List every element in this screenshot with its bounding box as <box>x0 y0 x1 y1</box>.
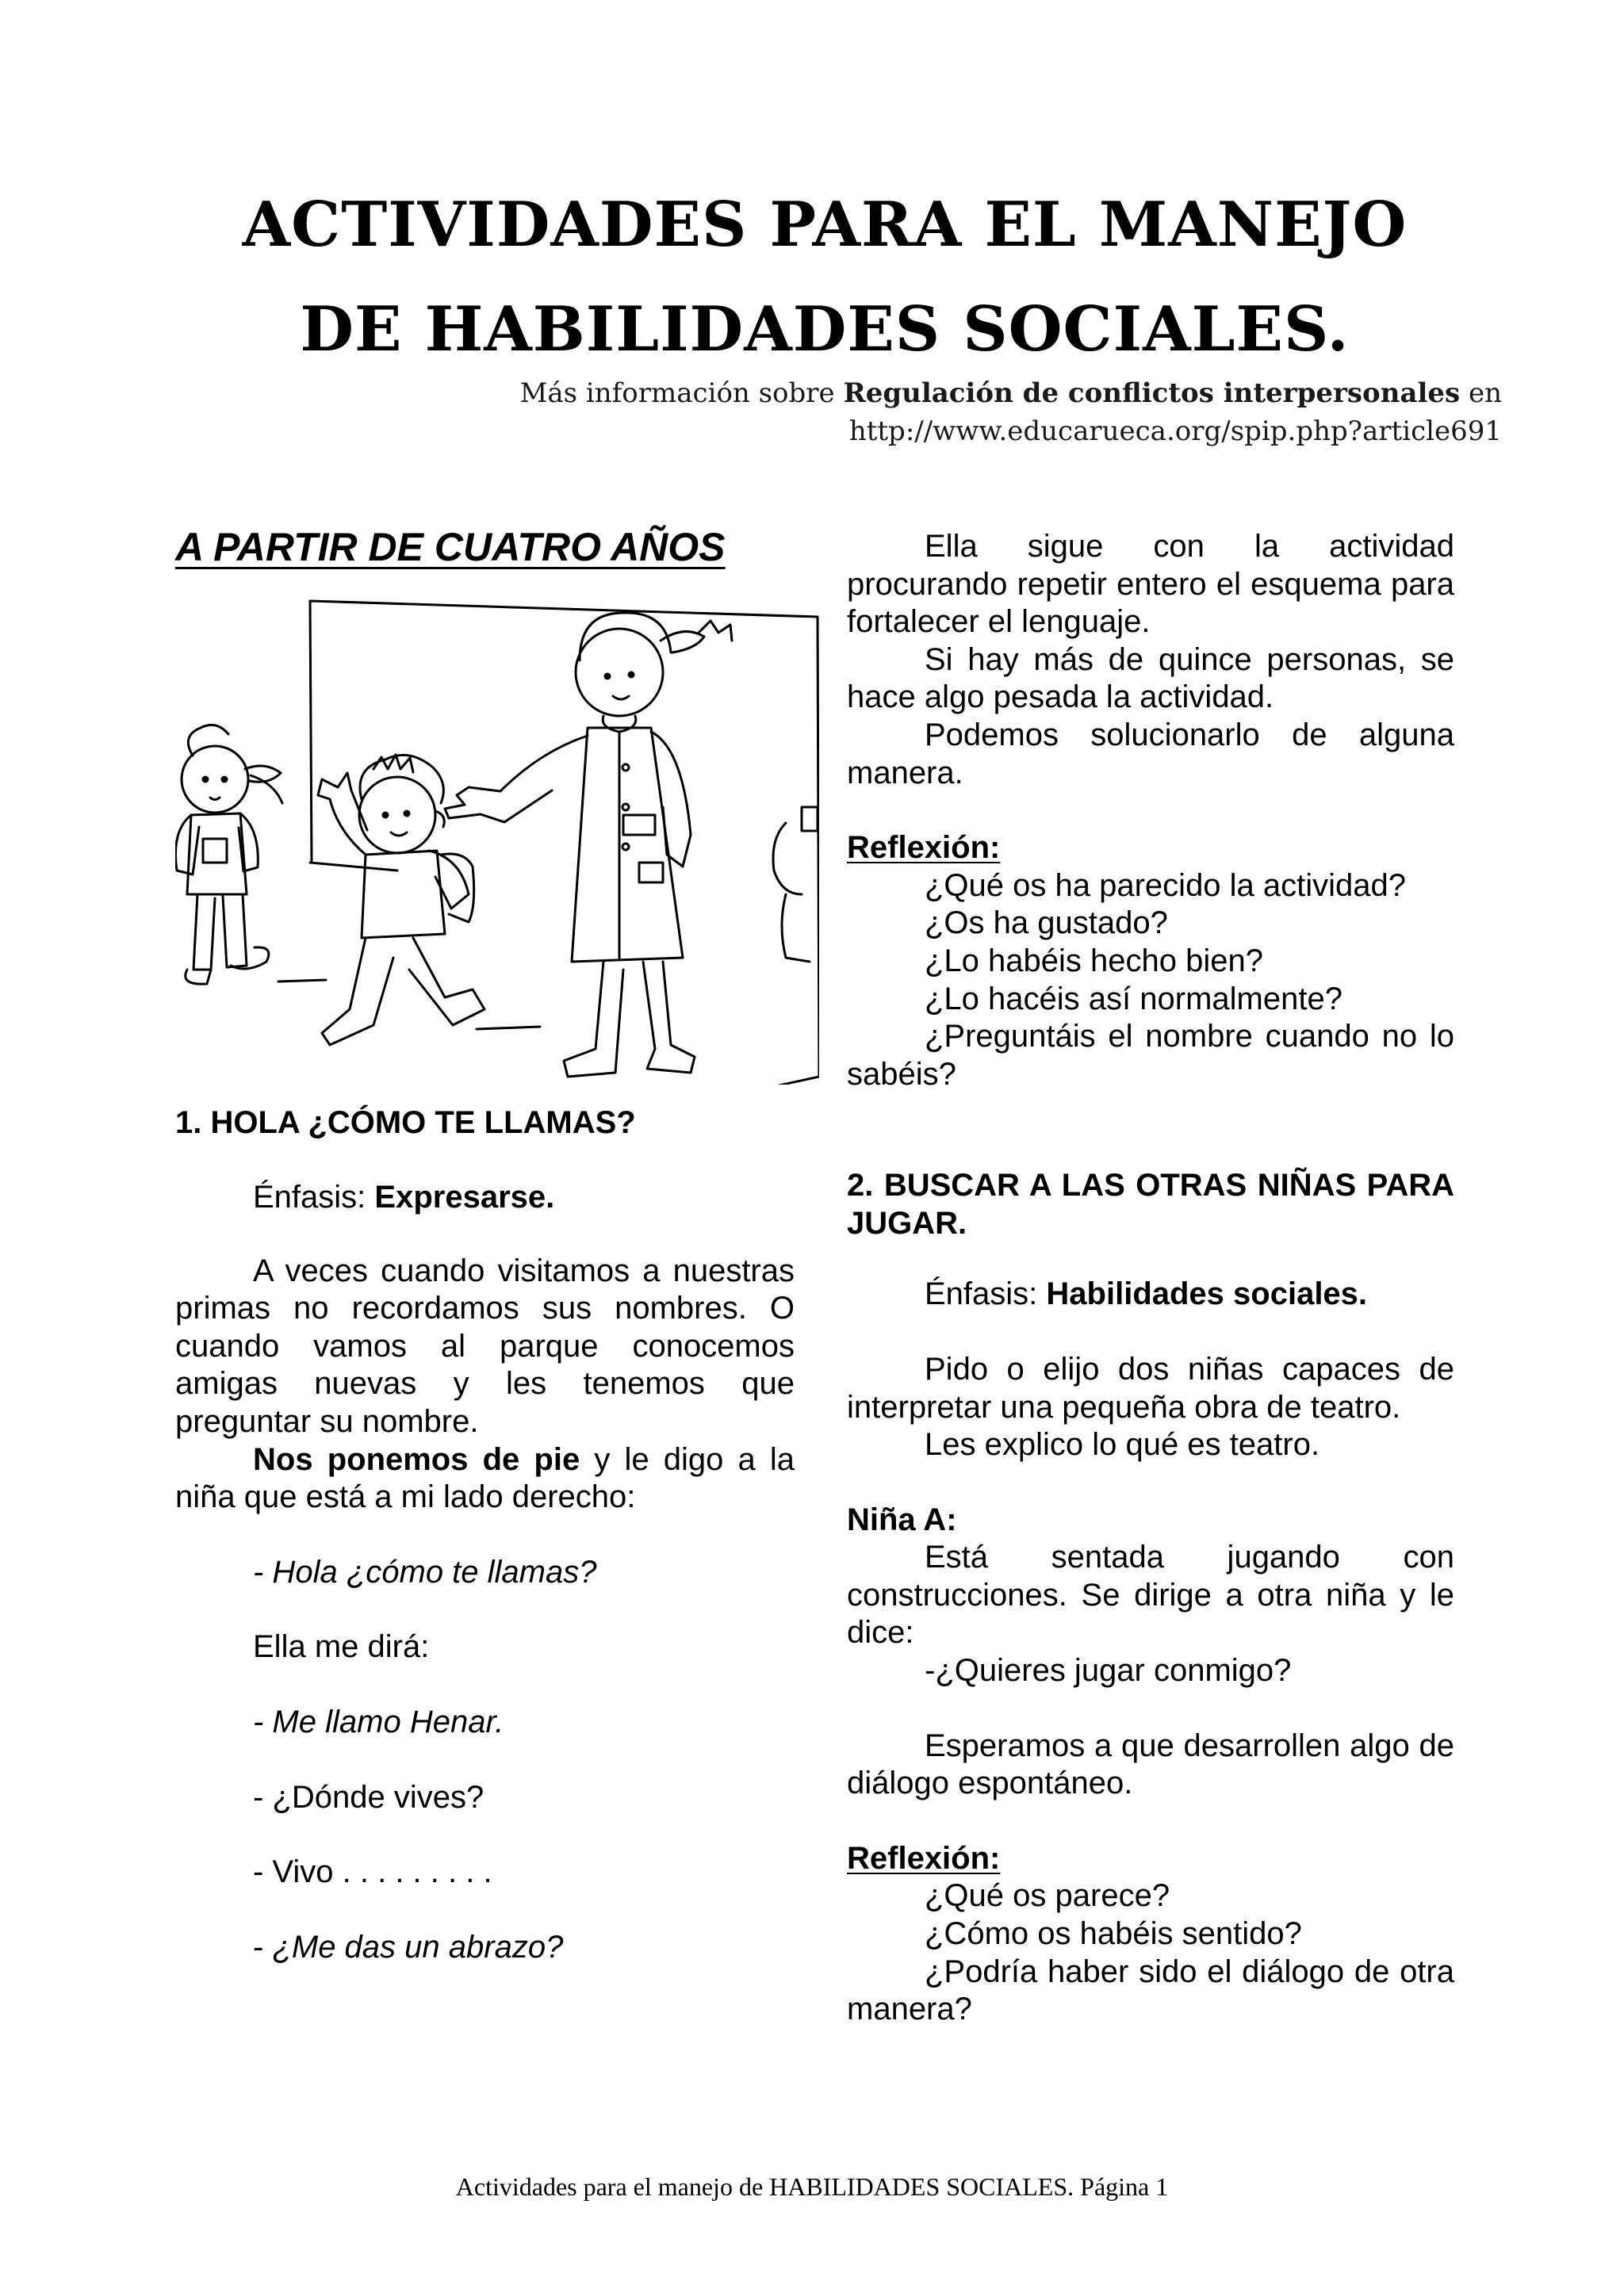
paragraph-2-bold: Nos ponemos de pie <box>253 1441 580 1477</box>
reflexion-1-q5: ¿Preguntáis el nombre cuando no lo sabéis? <box>847 1019 1454 1092</box>
line-hola: - Hola ¿cómo te llamas? <box>253 1554 597 1590</box>
more-info-prefix: Más información sobre <box>519 377 844 409</box>
abrazo-prefix: - <box>253 1929 273 1965</box>
line-donde: - ¿Dónde vives? <box>253 1779 485 1815</box>
reflexion-1-q2: ¿Os ha gustado? <box>925 905 1168 941</box>
activity-1-paragraph-1: A veces cuando visitamos a nuestras primas no recordamos sus nombres. O cuando vamos al parque conocemos amigas nuevas y les tenemos que preguntar su nombre. <box>175 1253 795 1439</box>
nina-a-quote: -¿Quieres jugar conmigo? <box>925 1653 1292 1689</box>
more-info-url[interactable]: http://www.educarueca.org/spip.php?article691 <box>848 415 1502 447</box>
right-paragraph-1: Ella sigue con la actividad procurando repetir entero el esquema para fortalecer el lenguaje. <box>847 529 1454 640</box>
section-heading: A PARTIR DE CUATRO AÑOS <box>175 525 726 569</box>
enfasis-value: Expresarse. <box>374 1180 555 1215</box>
reflexion-2-q2: ¿Cómo os habéis sentido? <box>925 1916 1302 1952</box>
reflexion-1-q3: ¿Lo habéis hecho bien? <box>925 943 1263 978</box>
activity-1-enfasis <box>175 1179 795 1217</box>
right-paragraph-3: Podemos solucionarlo de alguna manera. <box>847 717 1454 790</box>
reflexion-2-q1: ¿Qué os parece? <box>925 1878 1170 1914</box>
reflexion-1-q1: ¿Qué os ha parecido la actividad? <box>925 867 1407 903</box>
paragraph-2-rest: y le digo a la niña que está a mi lado derecho: <box>175 1441 795 1515</box>
reflexion-1-label: Reflexión: <box>847 830 1001 866</box>
activity-1-paragraph-2 <box>175 1441 795 1517</box>
enfasis-2-label: Énfasis: <box>925 1276 1047 1312</box>
nina-a-text: Está sentada jugando con construcciones. Se dirige a otra niña y le dice: <box>847 1540 1454 1651</box>
activity-2-paragraph-3: Esperamos a que desarrollen algo de diálogo espontáneo. <box>847 1728 1454 1801</box>
line-abrazo <box>175 1929 795 1967</box>
reflexion-1-q4: ¿Lo hacéis así normalmente? <box>925 981 1342 1016</box>
reflexion-2-q3: ¿Podría haber sido el diálogo de otra manera? <box>847 1954 1454 2027</box>
page-title <box>143 173 1507 382</box>
line-llamo: - Me llamo Henar. <box>253 1704 504 1739</box>
abrazo-text: ¿Me das un abrazo? <box>272 1929 564 1965</box>
line-dira: Ella me dirá: <box>253 1629 430 1665</box>
more-info-topic: Regulación de conflictos interpersonales <box>843 377 1461 409</box>
enfasis-2-value: Habilidades sociales. <box>1046 1276 1368 1312</box>
line-vivo: - Vivo . . . . . . . . . <box>253 1854 492 1890</box>
activity-2-enfasis <box>847 1276 1454 1314</box>
right-column <box>847 528 1454 2029</box>
enfasis-label: Énfasis: <box>253 1180 375 1215</box>
children-teacher-illustration <box>175 585 819 1085</box>
more-info-suffix: en <box>1460 377 1502 409</box>
nina-a-label: Niña A: <box>847 1502 957 1537</box>
right-paragraph-2: Si hay más de quince personas, se hace algo pesada la actividad. <box>847 641 1454 715</box>
title-line-2: DE HABILIDADES SOCIALES. <box>300 293 1350 365</box>
activity-2-title: 2. BUSCAR A LAS OTRAS NIÑAS PARA JUGAR. <box>847 1168 1454 1242</box>
activity-2-paragraph-2: Les explico lo qué es teatro. <box>925 1427 1320 1463</box>
reflexion-2-label: Reflexión: <box>847 1840 1001 1876</box>
left-column <box>175 523 795 1966</box>
title-line-1: ACTIVIDADES PARA EL MANEJO <box>242 189 1408 261</box>
more-info <box>312 374 1502 450</box>
activity-1-title: 1. HOLA ¿CÓMO TE LLAMAS? <box>175 1105 636 1140</box>
activity-2-paragraph-1: Pido o elijo dos niñas capaces de interpretar una pequeña obra de teatro. <box>847 1351 1454 1425</box>
page-footer: Actividades para el manejo de HABILIDADES SOCIALES. Página 1 <box>455 2172 1169 2201</box>
